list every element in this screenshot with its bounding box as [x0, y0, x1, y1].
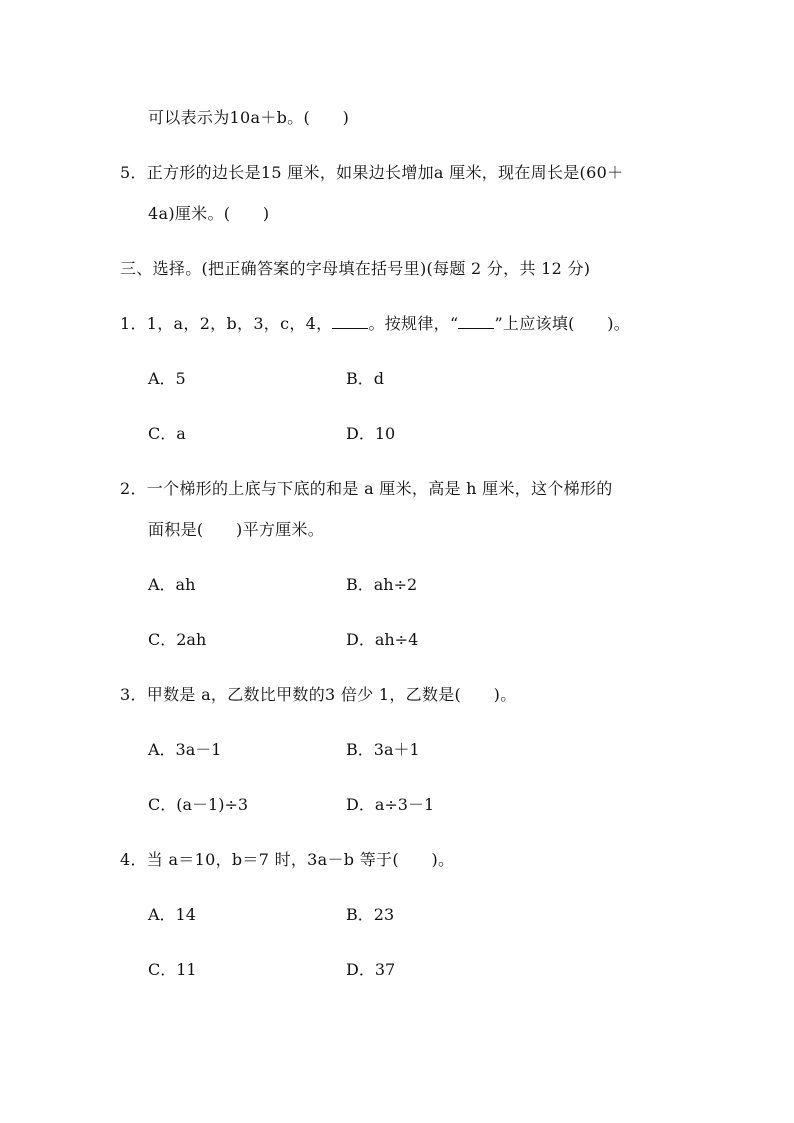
option-d	[346, 424, 395, 444]
question-2-line1-text: 一个梯形的上底与下底的和是 a 厘米，高是 h 厘米，这个梯形的	[146, 479, 613, 498]
option-c	[148, 424, 186, 444]
question-3-text: 甲数是 a，乙数比甲数的3 倍少 1，乙数是( )。	[146, 685, 517, 704]
option-b	[346, 905, 394, 925]
question-5-line1-text: 5．正方形的边长是15 厘米，如果边长增加a 厘米，现在周长是(60＋	[120, 163, 624, 182]
question-2-number: 2．	[120, 479, 147, 498]
option-a-text: A．14	[148, 905, 196, 924]
question-1	[120, 314, 630, 334]
option-a	[148, 575, 195, 595]
option-c	[148, 795, 248, 815]
answer-blank-ref	[458, 314, 494, 329]
option-a-text: A．ah	[148, 575, 196, 594]
option-a	[148, 740, 221, 760]
option-b	[346, 575, 417, 595]
section-heading	[120, 259, 590, 279]
question-1-text-a: 1，a，2，b，3，c，4，	[146, 314, 333, 333]
question-4-continuation	[148, 108, 349, 128]
option-d-text: D．37	[346, 960, 396, 979]
option-a-text: A．5	[148, 369, 186, 388]
option-c-text: C．11	[148, 960, 197, 979]
option-b-text: B．ah÷2	[346, 575, 418, 594]
option-b-text: B．d	[346, 369, 385, 388]
option-d-text: D．10	[346, 424, 396, 443]
option-a	[148, 369, 186, 389]
question-4-text: 当 a＝10，b＝7 时，3a－b 等于( )。	[146, 850, 455, 869]
question-2-line2-text: 面积是( )平方厘米。	[148, 520, 325, 539]
option-d-text: D．ah÷4	[346, 630, 419, 649]
question-2-line1	[120, 479, 613, 499]
option-c-text: C．(a－1)÷3	[148, 795, 249, 814]
option-c-text: C．a	[148, 424, 186, 443]
option-b-text: B．23	[346, 905, 395, 924]
question-1-text-b: 。按规律，“	[368, 314, 459, 333]
question-5-line1	[120, 163, 623, 183]
option-a	[148, 905, 196, 925]
option-d	[346, 630, 418, 650]
question-1-number: 1．	[120, 314, 147, 333]
question-4-number: 4．	[120, 850, 147, 869]
question-3-number: 3．	[120, 685, 147, 704]
question-4	[120, 850, 454, 870]
option-d	[346, 795, 434, 815]
option-d	[346, 960, 395, 980]
question-2-line2	[148, 520, 324, 540]
option-a-text: A．3a－1	[148, 740, 222, 759]
option-b	[346, 740, 420, 760]
question-4-continuation-text: 可以表示为10a＋b。( )	[148, 108, 350, 127]
section-heading-text: 三、选择。(把正确答案的字母填在括号里)(每题 2 分，共 12 分)	[120, 259, 591, 278]
question-3	[120, 685, 517, 705]
option-b	[346, 369, 384, 389]
answer-blank	[332, 314, 368, 329]
option-c	[148, 960, 197, 980]
question-1-text-c: ”上应该填( )。	[494, 314, 631, 333]
option-c-text: C．2ah	[148, 630, 207, 649]
question-5-line2	[148, 204, 269, 224]
question-5-line2-text: 4a)厘米。( )	[148, 204, 270, 223]
option-c	[148, 630, 206, 650]
option-b-text: B．3a＋1	[346, 740, 420, 759]
option-d-text: D．a÷3－1	[346, 795, 435, 814]
